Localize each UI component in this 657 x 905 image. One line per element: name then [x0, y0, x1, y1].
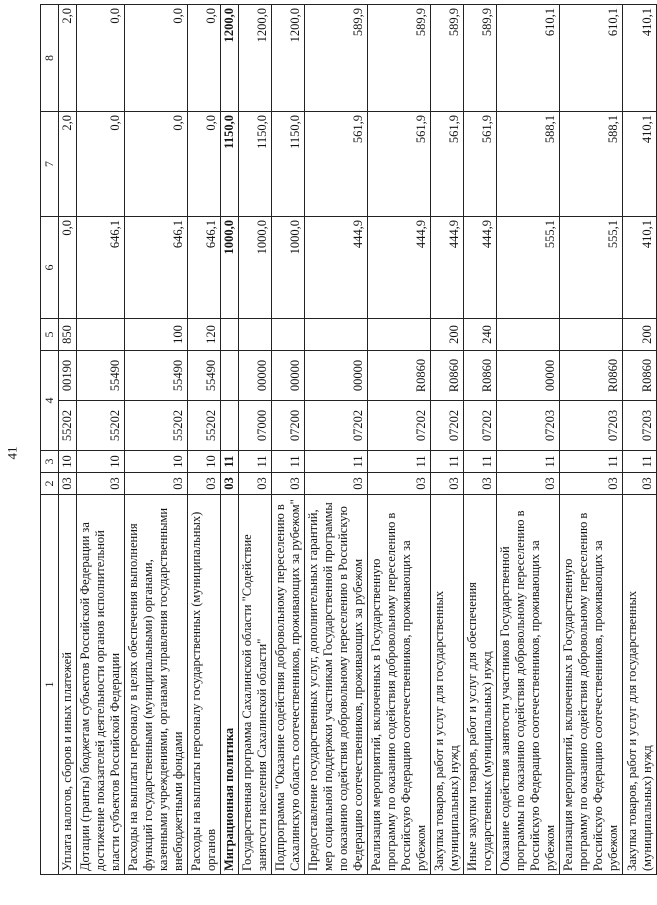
section-code: 03: [59, 473, 77, 495]
header-cell: 2: [41, 473, 59, 495]
expense-type-code: 240: [464, 319, 497, 351]
program-code: 07203: [560, 401, 623, 451]
section-code: 03: [188, 473, 221, 495]
table-row: [497, 5, 560, 875]
page-number: 41: [4, 446, 20, 460]
table-row: [272, 5, 305, 875]
amount-col-7: 0,0: [188, 112, 221, 217]
direction-code: R0860: [560, 351, 623, 401]
expense-type-code: [497, 319, 560, 351]
amount-col-8: 589,9: [368, 5, 431, 112]
amount-col-8: 0,0: [77, 5, 125, 112]
table-row: [221, 5, 239, 875]
budget-table: [40, 4, 657, 875]
direction-code: 00000: [305, 351, 368, 401]
direction-code: R0860: [431, 351, 464, 401]
header-row: [41, 5, 59, 875]
table-body: [41, 5, 657, 875]
amount-col-7: 0,0: [125, 112, 188, 217]
direction-code: [221, 351, 239, 401]
amount-col-6: 444,9: [431, 217, 464, 319]
subsection-code: 11: [272, 451, 305, 473]
amount-col-8: 610,1: [560, 5, 623, 112]
program-code: 07200: [272, 401, 305, 451]
program-code: 07202: [464, 401, 497, 451]
table-row: [560, 5, 623, 875]
amount-col-7: 1150,0: [221, 112, 239, 217]
subsection-code: 11: [464, 451, 497, 473]
row-name: Государственная программа Сахалинской области "Содействие занятости населения Сахалинской области": [239, 495, 272, 875]
header-cell: 1: [41, 495, 59, 875]
header-cell: 8: [41, 5, 59, 112]
section-code: 03: [305, 473, 368, 495]
amount-col-8: 1200,0: [221, 5, 239, 112]
row-name: Предоставление государственных услуг, дополнительных гарантий, мер социальной поддержки участникам Государственной программы по оказанию содействия добровольному переселению в Российскую Федерацию соотечественников, проживающих за рубежом: [305, 495, 368, 875]
amount-col-6: 1000,0: [272, 217, 305, 319]
amount-col-7: 410,1: [623, 112, 657, 217]
amount-col-8: 0,0: [188, 5, 221, 112]
header-cell: 6: [41, 217, 59, 319]
expense-type-code: [560, 319, 623, 351]
section-code: 03: [239, 473, 272, 495]
header-cell: 7: [41, 112, 59, 217]
program-code: 55202: [59, 401, 77, 451]
row-name: Подпрограмма "Оказание содействия добровольному переселению в Сахалинскую область соотечественников, проживающих за рубежом": [272, 495, 305, 875]
program-code: 07203: [623, 401, 657, 451]
program-code: 55202: [77, 401, 125, 451]
row-name: Дотации (гранты) бюджетам субъектов Российской Федерации за достижение показателей деятельности органов исполнительной власти субъектов Российской Федерации: [77, 495, 125, 875]
section-code: 03: [77, 473, 125, 495]
program-code: 07202: [431, 401, 464, 451]
table-row: [239, 5, 272, 875]
direction-code: 55490: [188, 351, 221, 401]
subsection-code: 11: [560, 451, 623, 473]
amount-col-8: 0,0: [125, 5, 188, 112]
row-name: Реализация мероприятий, включенных в Государственную программу по оказанию содействия добровольному переселению в Российскую Федерацию соотечественников, проживающих за рубежом: [368, 495, 431, 875]
amount-col-6: 0,0: [59, 217, 77, 319]
direction-code: R0860: [368, 351, 431, 401]
table-row: [77, 5, 125, 875]
expense-type-code: 200: [623, 319, 657, 351]
amount-col-8: 1200,0: [239, 5, 272, 112]
program-code: 07202: [368, 401, 431, 451]
amount-col-6: 1000,0: [239, 217, 272, 319]
amount-col-7: 561,9: [305, 112, 368, 217]
amount-col-6: 646,1: [77, 217, 125, 319]
amount-col-7: 561,9: [464, 112, 497, 217]
section-code: 03: [368, 473, 431, 495]
row-name: Закупка товаров, работ и услуг для государственных (муниципальных) нужд: [431, 495, 464, 875]
amount-col-6: 555,1: [497, 217, 560, 319]
direction-code: 55490: [125, 351, 188, 401]
program-code: 07202: [305, 401, 368, 451]
amount-col-8: 1200,0: [272, 5, 305, 112]
row-name: Реализация мероприятий, включенных в Государственную программу по оказанию содействия добровольному переселению в Российскую Федерацию соотечественников, проживающих за рубежом: [560, 495, 623, 875]
direction-code: 00190: [59, 351, 77, 401]
direction-code: 00000: [497, 351, 560, 401]
row-name: Уплата налогов, сборов и иных платежей: [59, 495, 77, 875]
subsection-code: 11: [305, 451, 368, 473]
amount-col-8: 589,9: [305, 5, 368, 112]
row-name: Иные закупки товаров, работ и услуг для обеспечения государственных (муниципальных) нужд: [464, 495, 497, 875]
section-code: 03: [125, 473, 188, 495]
expense-type-code: 120: [188, 319, 221, 351]
amount-col-7: 1150,0: [239, 112, 272, 217]
subsection-code: 11: [497, 451, 560, 473]
expense-type-code: [305, 319, 368, 351]
amount-col-7: 561,9: [431, 112, 464, 217]
amount-col-8: 589,9: [464, 5, 497, 112]
amount-col-6: 555,1: [560, 217, 623, 319]
amount-col-7: 0,0: [77, 112, 125, 217]
section-code: 03: [560, 473, 623, 495]
section-code: 03: [497, 473, 560, 495]
program-code: [221, 401, 239, 451]
program-code: 07203: [497, 401, 560, 451]
row-name: Расходы на выплаты персоналу в целях обеспечения выполнения функций государственными (муниципальными) органами, казенными учреждениями, органами управления государственными внебюджетными фондами: [125, 495, 188, 875]
table-row: [305, 5, 368, 875]
amount-col-7: 588,1: [560, 112, 623, 217]
subsection-code: 10: [125, 451, 188, 473]
program-code: 55202: [125, 401, 188, 451]
subsection-code: 11: [623, 451, 657, 473]
direction-code: 00000: [272, 351, 305, 401]
amount-col-6: 646,1: [188, 217, 221, 319]
row-name: Оказание содействия занятости участников Государственной программы по оказанию содействия добровольному переселению в Российскую Федерацию соотечественников, проживающих за рубежом: [497, 495, 560, 875]
program-code: 07000: [239, 401, 272, 451]
table-row: [623, 5, 657, 875]
direction-code: R0860: [623, 351, 657, 401]
amount-col-8: 610,1: [497, 5, 560, 112]
amount-col-6: 444,9: [305, 217, 368, 319]
program-code: 55202: [188, 401, 221, 451]
section-code: 03: [272, 473, 305, 495]
amount-col-6: 444,9: [464, 217, 497, 319]
budget-table-page: [40, 5, 654, 875]
row-name: Миграционная политика: [221, 495, 239, 875]
subsection-code: 10: [59, 451, 77, 473]
table-row: [431, 5, 464, 875]
header-cell: 3: [41, 451, 59, 473]
amount-col-6: 1000,0: [221, 217, 239, 319]
amount-col-8: 589,9: [431, 5, 464, 112]
subsection-code: 10: [77, 451, 125, 473]
amount-col-7: 588,1: [497, 112, 560, 217]
subsection-code: 11: [221, 451, 239, 473]
subsection-code: 11: [431, 451, 464, 473]
amount-col-7: 1150,0: [272, 112, 305, 217]
expense-type-code: [368, 319, 431, 351]
table-row: [188, 5, 221, 875]
direction-code: 00000: [239, 351, 272, 401]
amount-col-7: 561,9: [368, 112, 431, 217]
direction-code: 55490: [77, 351, 125, 401]
expense-type-code: [221, 319, 239, 351]
direction-code: R0860: [464, 351, 497, 401]
row-name: Расходы на выплаты персоналу государственных (муниципальных) органов: [188, 495, 221, 875]
table-row: [464, 5, 497, 875]
expense-type-code: [272, 319, 305, 351]
amount-col-6: 646,1: [125, 217, 188, 319]
table-row: [59, 5, 77, 875]
section-code: 03: [623, 473, 657, 495]
header-cell: 5: [41, 319, 59, 351]
table-row: [125, 5, 188, 875]
amount-col-6: 444,9: [368, 217, 431, 319]
amount-col-6: 410,1: [623, 217, 657, 319]
expense-type-code: 850: [59, 319, 77, 351]
table-row: [368, 5, 431, 875]
amount-col-8: 410,1: [623, 5, 657, 112]
subsection-code: 10: [188, 451, 221, 473]
amount-col-7: 2,0: [59, 112, 77, 217]
header-cell: 4: [41, 351, 59, 451]
row-name: Закупка товаров, работ и услуг для государственных (муниципальных) нужд: [623, 495, 657, 875]
subsection-code: 11: [368, 451, 431, 473]
section-code: 03: [431, 473, 464, 495]
subsection-code: 11: [239, 451, 272, 473]
expense-type-code: [77, 319, 125, 351]
expense-type-code: 100: [125, 319, 188, 351]
expense-type-code: [239, 319, 272, 351]
section-code: 03: [221, 473, 239, 495]
section-code: 03: [464, 473, 497, 495]
expense-type-code: 200: [431, 319, 464, 351]
amount-col-8: 2,0: [59, 5, 77, 112]
